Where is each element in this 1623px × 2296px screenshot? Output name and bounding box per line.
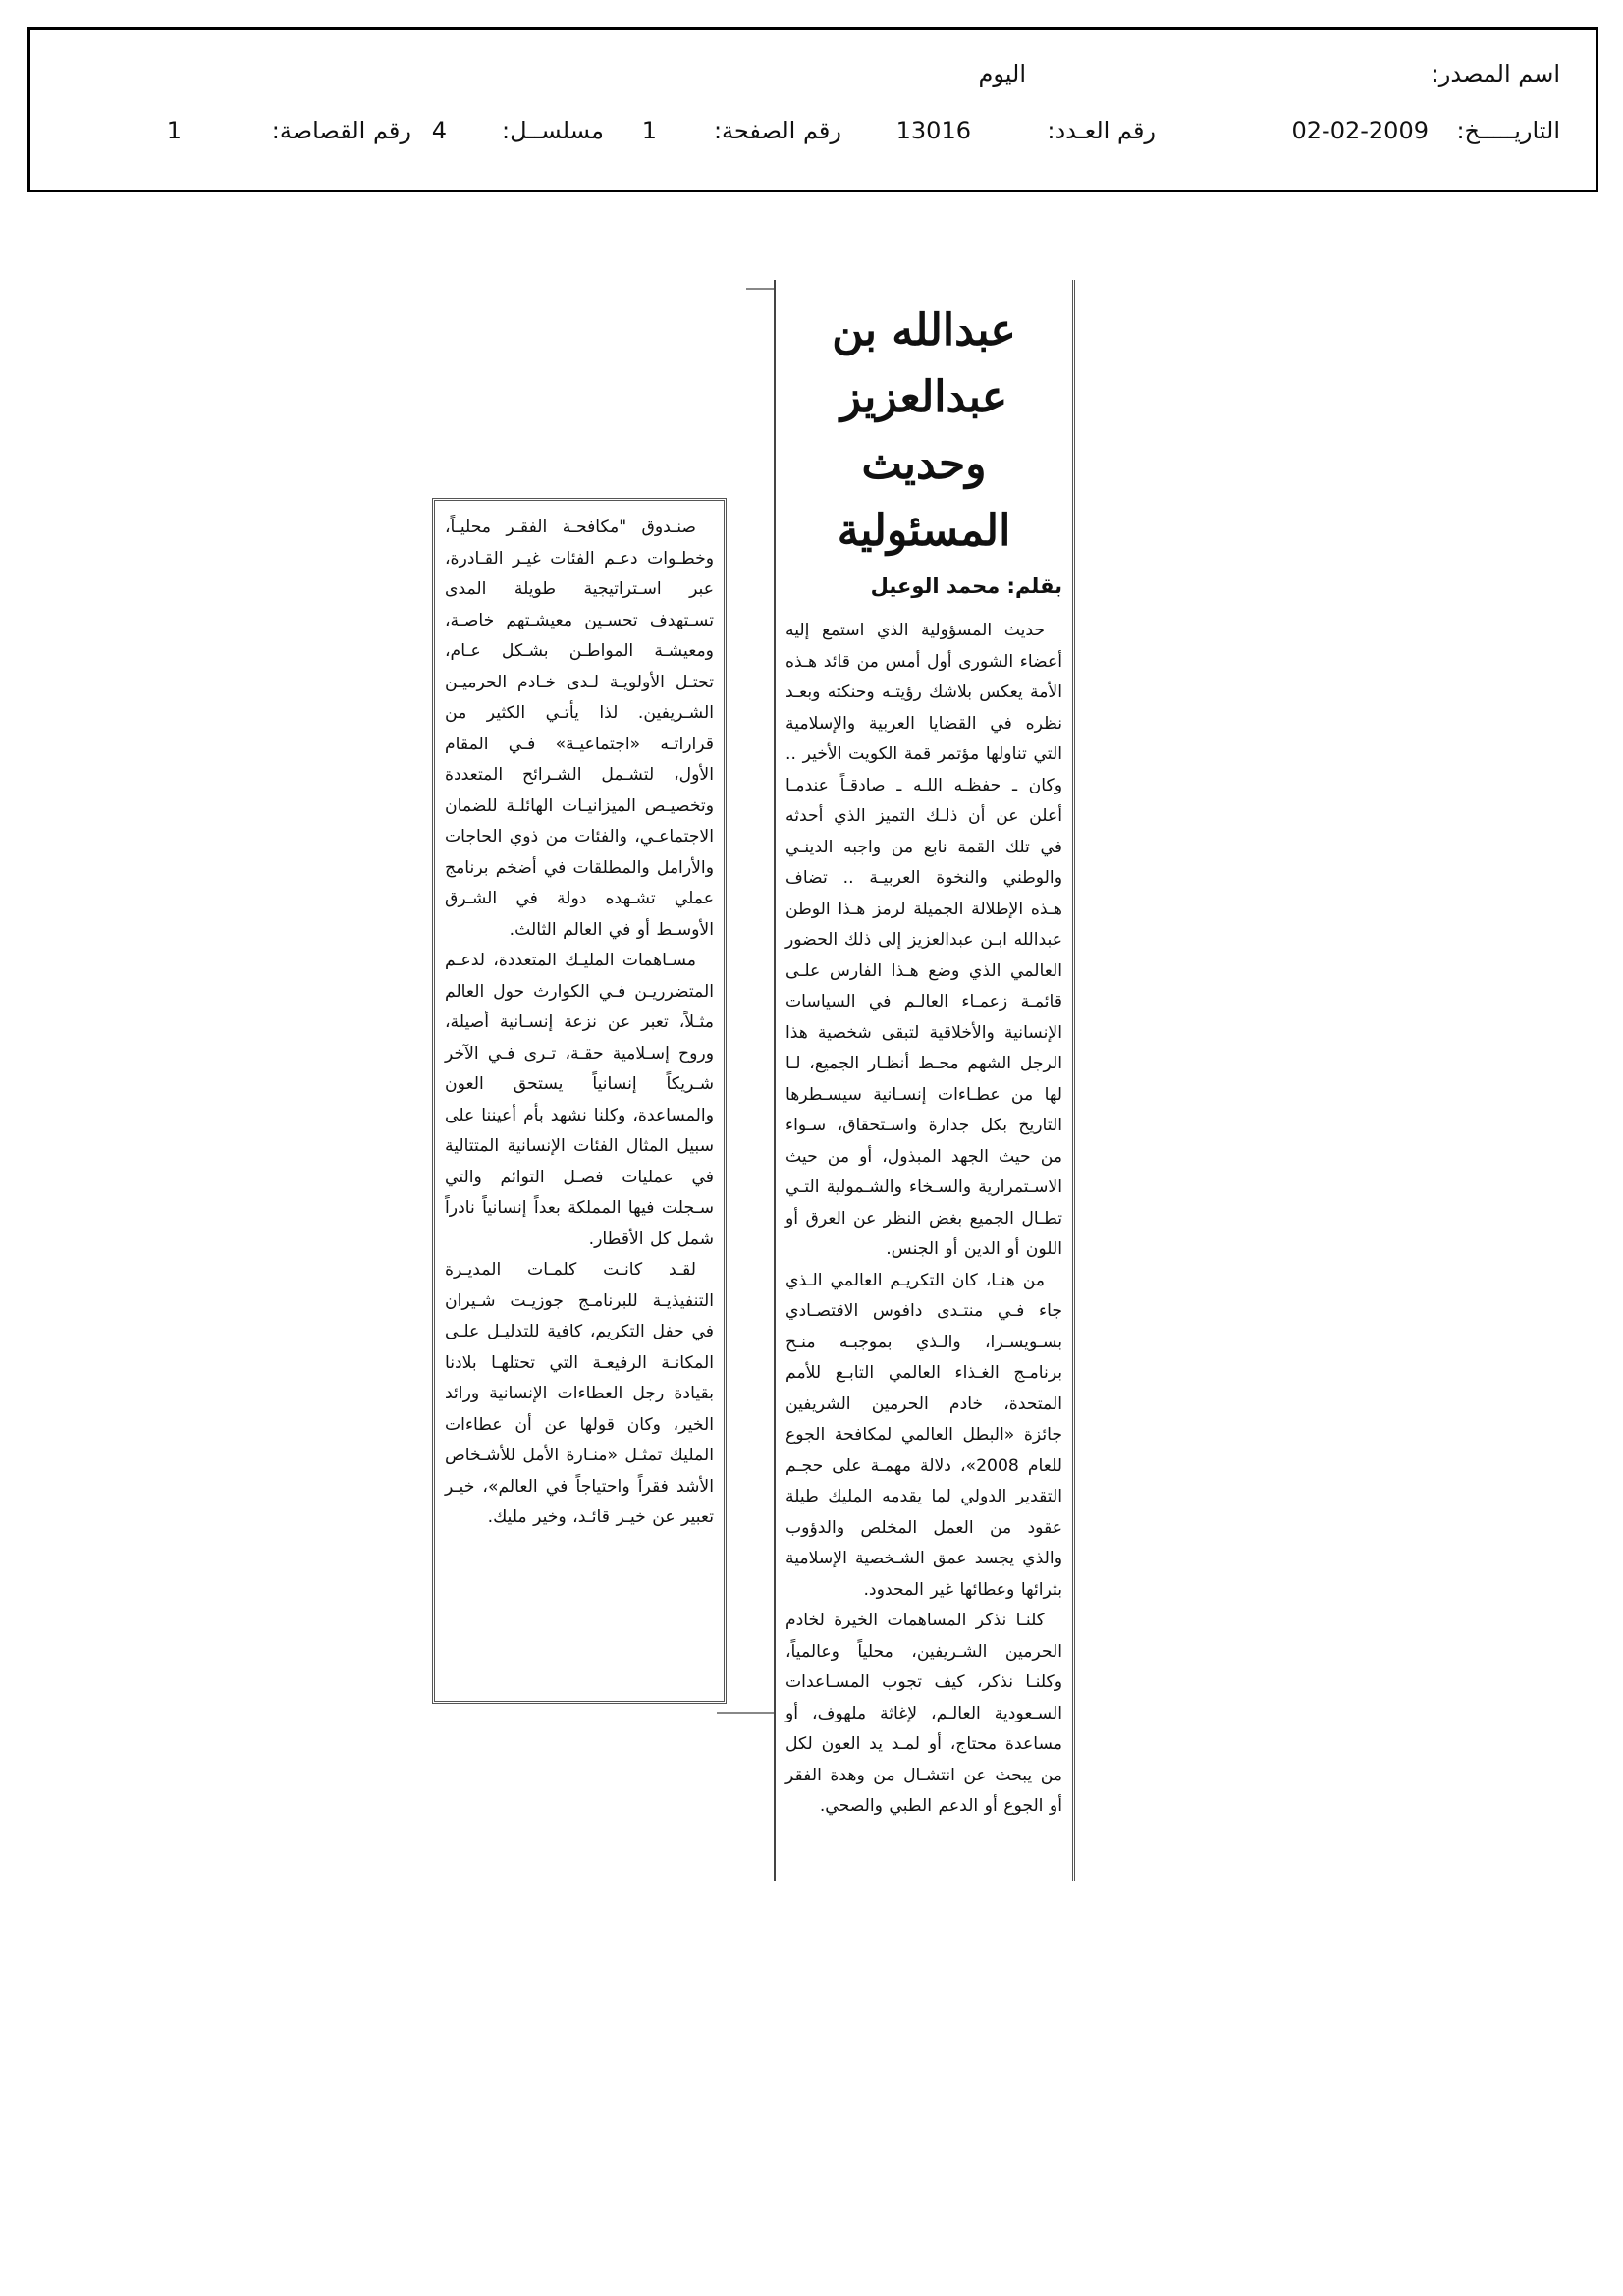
clipping-header-box	[27, 27, 1598, 192]
source-label: اسم المصدر:	[1431, 60, 1560, 87]
article-title	[785, 298, 1062, 565]
clip-label: رقم القصاصة:	[271, 117, 411, 144]
article-column-right	[774, 280, 1075, 1881]
article-byline: بقلم: محمد الوعيل	[870, 574, 1062, 598]
serial-label: مسلســل:	[502, 117, 604, 144]
scan-edge-mark	[746, 288, 776, 290]
article-paragraph: حديث المسؤولية الذي استمع إليه أعضاء الشورى أول أمس من قائد هـذه الأمة يعكس بلاشك رؤيتـه وحنكته وبعـد نظره في القضايا العربية والإسلامية التي تناولها مؤتمر قمة الكويت الأخير .. وكان ـ حفظـه اللـه ـ صادقـاً عندمـا أعلن عن أن ذلـك التميز الذي أحدثه في تلك القمة نابع من واجبه الدينـي والوطني والنخوة العربيـة .. تضاف هـذه الإطلالة الجميلة لرمز هـذا الوطن عبدالله ابـن عبدالعزيز إلى ذلك الحضور العالمي الذي وضع هـذا الفارس علـى قائمـة زعمـاء العالـم في السياسات الإنسانية والأخلاقية لتبقى شخصية هذا الرجل الشهم محـط أنظـار الجميع، لـا لها من عطـاءات إنسـانية سيسـطرها التاريخ بكل جدارة واسـتحقاق، سـواء من حيث الجهد المبذول، أو من حيث الاسـتمرارية والسـخاء والشـمولية التـي تطـال الجميع بغض النظر عن العرق أو اللون أو الدين أو الجنس.	[785, 621, 1062, 1259]
article-paragraph: لقـد كانـت كلمـات المديـرة التنفيذيـة للبرنامـج جوزيـت شـيران في حفل التكريم، كافية للتدليـل علـى المكانـة الرفيعـة التي تحتلهـا بلادنا بقيادة رجل العطاءات الإنسانية ورائد الخير، وكان قولها عن أن عطاءات المليك تمثـل «منـارة الأمل للأشـخاص الأشد فقراً واحتياجاً في العالم»، خيـر تعبير عن خيـر قائـد، وخير مليك.	[445, 1260, 714, 1527]
date-value: 02-02-2009	[1291, 117, 1429, 144]
article-title-line1: عبدالله بن عبدالعزيز	[832, 305, 1016, 422]
article-title-line2: وحديث المسئولية	[837, 439, 1011, 556]
article-column-left	[432, 498, 727, 1704]
article-paragraph: كلنـا نذكر المساهمات الخيرة لخادم الحرمين الشـريفين، محلياً وعالمياً، وكلنـا نذكر، كيف تجوب المسـاعدات السـعودية العالـم، لإغاثة ملهوف، أو مساعدة محتاج، أو لمـد يد العون لكل من يبحث عن انتشـال من وهدة الفقر أو الجوع أو الدعم الطبي والصحي.	[785, 1611, 1062, 1816]
source-value: اليوم	[978, 60, 1026, 87]
article-paragraph: مسـاهمات المليـك المتعددة، لدعـم المتضرريـن فـي الكوارث حول العالم مثـلاً، تعبر عن نزعة إنسـانية أصيلة، وروح إسـلامية حقـة، تـرى فـي الآخر شـريكاً إنسانياً يستحق العون والمساعدة، وكلنا نشهد بأم أعيننا على سبيل المثال الفئات الإنسانية المتتالية في عمليات فصـل التوائم والتي سـجلت فيها المملكة بعداً إنسانياً نادراً شمل كل الأقطار.	[445, 951, 714, 1249]
date-label: التاريـــــخ:	[1456, 117, 1560, 144]
page-value: 1	[641, 117, 657, 144]
article-paragraph: من هنـا، كان التكريـم العالمي الـذي جاء فـي منتـدى دافوس الاقتصـادي بسـويسـرا، والـذي بموجبـه منـح برنامـج الغـذاء العالمي التابـع للأمم المتحدة، خادم الحرمين الشريفين جائزة «البطل العالمي لمكافحة الجوع للعام 2008»، دلالة مهمـة على حجـم التقدير الدولي لما يقدمه المليك طيلة عقود من العمل المخلص والدؤوب والذي يجسد عمق الشـخصية الإسلامية بثرائها وعطائها غير المحدود.	[785, 1270, 1063, 1600]
page-label: رقم الصفحة:	[713, 117, 841, 144]
scan-edge-mark	[717, 1712, 776, 1714]
clip-value: 1	[166, 117, 182, 144]
article-clipping	[432, 280, 1075, 1881]
issue-value: 13016	[895, 117, 971, 144]
issue-label: رقم العـدد:	[1047, 117, 1156, 144]
article-paragraph: صنـدوق "مكافحـة الفقـر محليـاً، وخطـوات دعـم الفئات غيـر القـادرة، عبر اسـتراتيجية طويلة المدى تسـتهدف تحسـين معيشـتهم خاصـة، ومعيشـة المواطـن بشـكل عـام، تحتـل الأولويـة لـدى خـادم الحرميـن الشـريفين. لذا يأتـي الكثير من قراراتـه «اجتماعيـة» فـي المقام الأول، لتشـمل الشـرائح المتعددة وتخصيـص الميزانيـات الهائلـة للضمان الاجتماعـي، والفئات من ذوي الحاجات والأرامل والمطلقات في أضخم برنامج عملي تشـهده دولة في الشـرق الأوسـط أو في العالم الثالث.	[445, 518, 714, 940]
serial-value: 4	[431, 117, 447, 144]
